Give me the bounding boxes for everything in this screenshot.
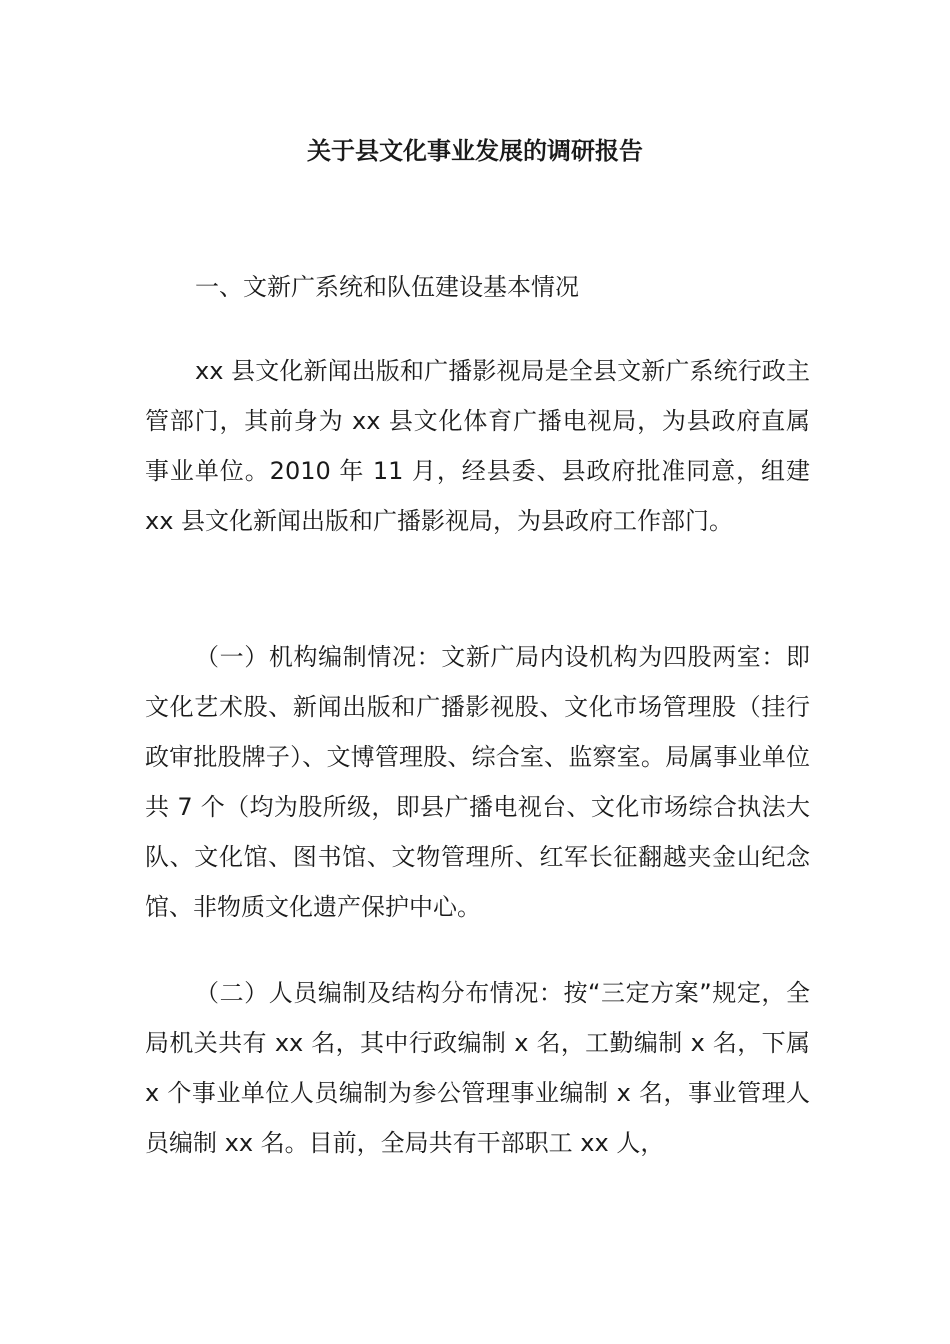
paragraph-institution-setup: （一）机构编制情况：文新广局内设机构为四股两室：即文化艺术股、新闻出版和广播影视股、文化市场管理股（挂行政审批股牌子）、文博管理股、综合室、监察室。局属事业单位共 7 个（均为股所级，即县广播电视台、文化市场综合执法大队、文化馆、图书馆、文物管理所、红军长征翻越夹金山纪念馆、非物质文化遗产保护中心。	[145, 643, 810, 921]
paragraph-bureau-overview: xx 县文化新闻出版和广播影视局是全县文新广系统行政主管部门，其前身为 xx 县文化体育广播电视局，为县政府直属事业单位。2010 年 11 月，经县委、县政府批准同意，组建 xx 县文化新闻出版和广播影视局，为县政府工作部门。	[145, 357, 810, 535]
paragraph-staffing: （二）人员编制及结构分布情况：按“三定方案”规定，全局机关共有 xx 名，其中行政编制 x 名，工勤编制 x 名，下属 x 个事业单位人员编制为参公管理事业编制 x 名，事业管理人员编制 xx 名。目前，全局共有干部职工 xx 人，	[145, 979, 810, 1157]
document-title: 关于县文化事业发展的调研报告	[307, 137, 643, 165]
section-heading: 一、文新广系统和队伍建设基本情况	[195, 273, 579, 301]
